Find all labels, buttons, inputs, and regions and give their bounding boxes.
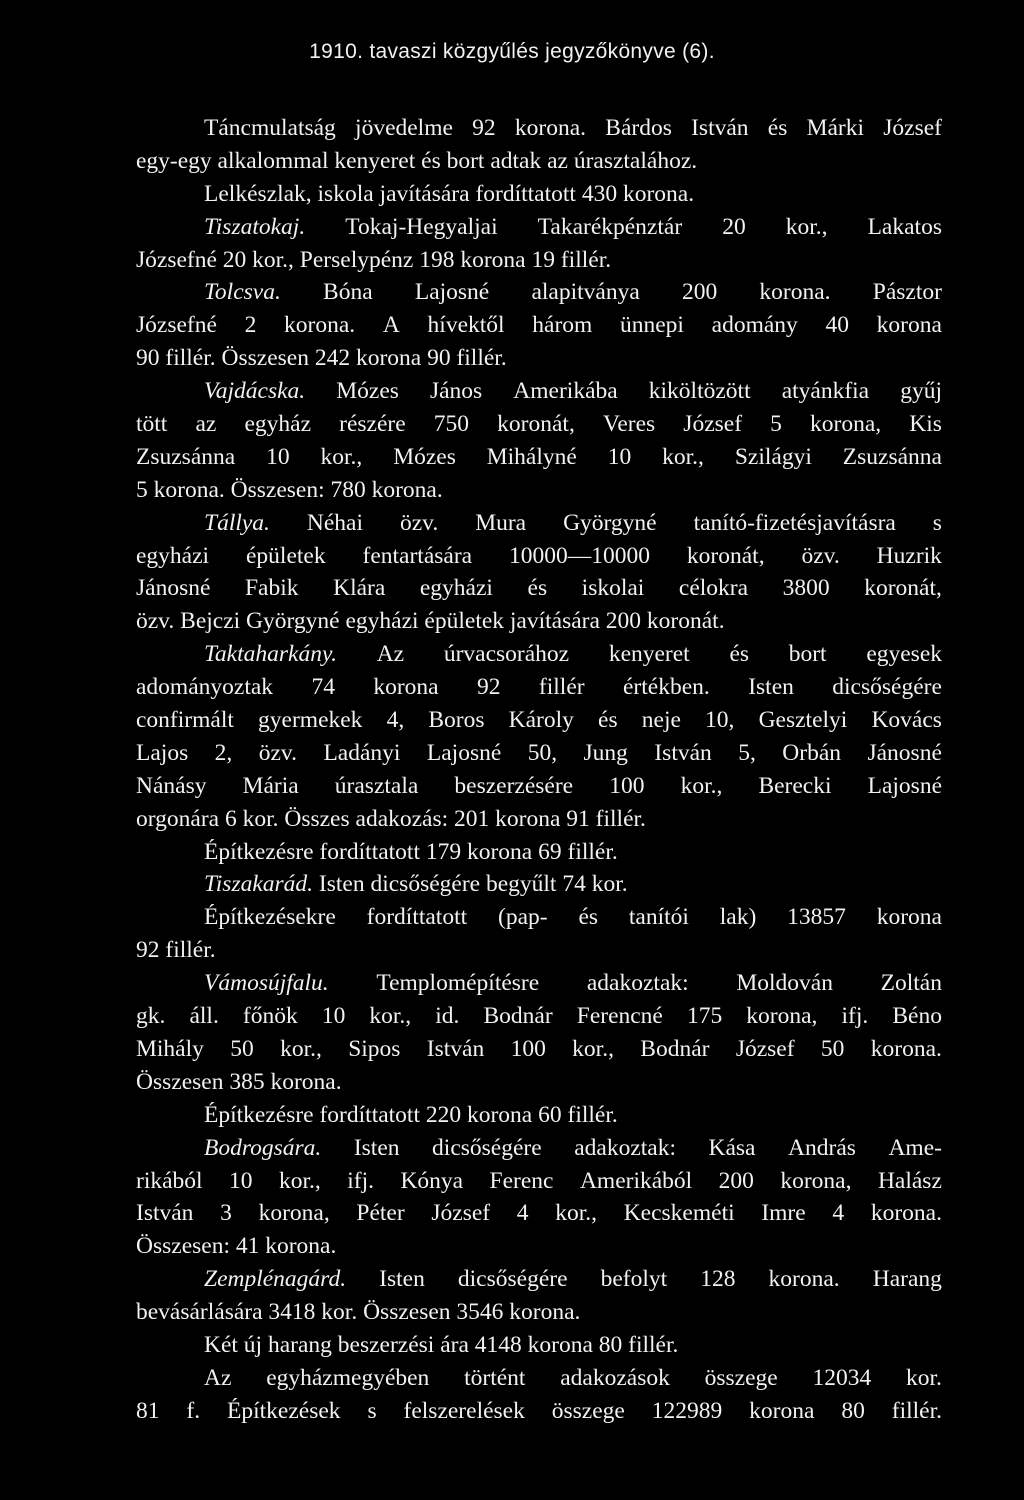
text-line: [136, 967, 942, 1000]
word: korona: [876, 904, 942, 931]
text-line: orgonára 6 kor. Összes adakozás: 201 korona 91 fillér.: [136, 805, 646, 832]
word: 80: [841, 1397, 865, 1424]
word: lak): [719, 904, 757, 931]
word: és: [767, 115, 788, 141]
word: iskolai: [581, 575, 645, 602]
word: korona,: [780, 1167, 852, 1194]
word: József: [683, 411, 743, 438]
word: áll.: [189, 1003, 219, 1030]
word: Tokaj-Hegyaljai: [345, 213, 498, 240]
word: Károly: [508, 707, 574, 734]
place-name: Tiszatokaj.: [204, 213, 306, 240]
word: 5: [770, 411, 782, 438]
word: Az: [376, 641, 405, 668]
word: egyházi: [136, 542, 210, 569]
word: Amerikából: [579, 1167, 693, 1194]
word: fillér.: [891, 1397, 942, 1424]
word: fillér: [538, 674, 585, 701]
word: 750: [433, 411, 470, 438]
word: 50,: [527, 739, 558, 766]
word: fordíttatott: [366, 904, 468, 931]
word: és: [578, 904, 599, 931]
word: Gesztelyi: [758, 707, 848, 734]
word: Mózes: [336, 378, 399, 405]
text-line: egy-egy alkalommal kenyeret és bort adtak az úrasztalához.: [136, 147, 698, 174]
word: 100: [510, 1035, 546, 1062]
text-line: [136, 375, 942, 408]
word: kor.,: [280, 1035, 322, 1062]
word: A: [382, 312, 400, 339]
word: Isten: [748, 674, 794, 701]
text-line: [136, 770, 942, 803]
word: 3800: [782, 575, 830, 602]
word: Néhai: [306, 509, 364, 536]
word: tött: [136, 411, 168, 438]
word: István: [691, 115, 749, 141]
word: Jánosné: [867, 739, 942, 766]
word: ifj.: [841, 1003, 869, 1030]
word: 100: [609, 772, 645, 799]
word: alapitványa: [531, 279, 640, 306]
text-line: [136, 671, 942, 704]
word: három: [532, 312, 593, 339]
text-line: [136, 276, 942, 309]
word: értékben.: [623, 674, 710, 701]
word: egyház: [244, 411, 312, 438]
word: egyházi: [419, 575, 493, 602]
word: kor.,: [572, 1035, 614, 1062]
place-name: Vámosújfalu.: [204, 970, 329, 997]
word: kor.,: [320, 443, 363, 470]
word: 4: [516, 1200, 529, 1227]
word: kor.,: [785, 213, 828, 240]
word: 50: [820, 1035, 845, 1062]
word: Lajosné: [867, 772, 942, 799]
word: Takarékpénztár: [537, 213, 683, 240]
word: tanítói: [628, 904, 689, 931]
word: koronát,: [864, 575, 942, 602]
word: Isten: [353, 1134, 400, 1161]
word: 81: [136, 1397, 160, 1424]
word: József: [735, 1035, 795, 1062]
word: Orbán: [782, 739, 842, 766]
word: 200: [681, 279, 718, 306]
place-name: Tállya.: [204, 509, 270, 536]
word: befolyt: [600, 1266, 668, 1293]
text-line: [136, 309, 942, 342]
word: Zoltán: [880, 970, 942, 997]
word: Kovács: [871, 707, 942, 734]
word: 50: [230, 1035, 254, 1062]
word: id.: [435, 1003, 460, 1030]
word: Építkezések: [227, 1397, 341, 1424]
text-line: [136, 1132, 942, 1165]
word: Amerikába: [513, 378, 618, 405]
word: ifj.: [347, 1167, 374, 1194]
word: épületek: [245, 542, 326, 569]
word: Boros: [428, 707, 485, 734]
word: célokra: [678, 575, 749, 602]
word: korona,: [810, 411, 882, 438]
word: Józsefné: [136, 312, 217, 339]
word: Mária: [242, 772, 299, 799]
word: Jánosné: [136, 575, 211, 602]
place-name: Tolcsva.: [204, 279, 281, 306]
word: Bárdos: [605, 115, 672, 141]
word: korona.: [284, 312, 356, 339]
word: korona: [749, 1397, 815, 1424]
word: Halász: [877, 1167, 942, 1194]
word: Ladányi: [323, 739, 401, 766]
word: dicsőségére: [432, 1134, 542, 1161]
text-line: [136, 1395, 942, 1428]
word: korona.: [870, 1200, 942, 1227]
word: beszerzésére: [454, 772, 574, 799]
word: és: [527, 575, 548, 602]
word: korona: [876, 312, 942, 339]
word: özv.: [801, 542, 840, 569]
word: Jung: [583, 739, 628, 766]
word: korona,: [258, 1200, 330, 1227]
word: 10000—10000: [509, 542, 650, 569]
word: adományoztak: [136, 674, 274, 701]
place-name: Taktaharkány.: [204, 641, 337, 668]
word: Mihályné: [486, 443, 577, 470]
text-line: [136, 112, 942, 145]
word: özv.: [399, 509, 439, 536]
word: Moldován: [736, 970, 833, 997]
word: egyesek: [866, 641, 942, 668]
word: jövedelme: [355, 115, 453, 141]
word: özv.: [258, 739, 297, 766]
text-line: Józsefné 20 kor., Perselypénz 198 korona 19 fillér.: [136, 246, 612, 273]
word: összege: [551, 1397, 625, 1424]
word: József: [431, 1200, 491, 1227]
word: Zsuzsánna: [842, 443, 942, 470]
word: Zsuzsánna: [136, 443, 236, 470]
word: 128: [700, 1266, 736, 1293]
word: és: [729, 641, 750, 668]
place-name: Vajdácska.: [204, 378, 306, 405]
word: tanító-fizetésjavításra: [693, 509, 896, 536]
word: István: [654, 739, 712, 766]
word: adakozások: [560, 1364, 670, 1391]
word: Sipos: [348, 1035, 401, 1062]
text-line: [136, 704, 942, 737]
word: András: [788, 1134, 856, 1161]
word: részére: [339, 411, 406, 438]
word: József: [883, 115, 942, 141]
place-name: Zemplénagárd.: [204, 1266, 347, 1293]
text-line: [136, 1000, 942, 1033]
word: dicsőségére: [457, 1266, 568, 1293]
word: kor.,: [278, 1167, 321, 1194]
word: Templomépítésre: [376, 970, 540, 997]
word: 20: [722, 213, 746, 240]
word: korona.: [768, 1266, 840, 1293]
word: koronát,: [497, 411, 575, 438]
text-line: [136, 1197, 942, 1230]
word: Bodnár: [640, 1035, 710, 1062]
text-line: Összesen 385 korona.: [136, 1068, 342, 1095]
text-line: [136, 211, 942, 244]
word: Lajosné: [426, 739, 502, 766]
word: egyházmegyében: [266, 1364, 430, 1391]
word: Az: [204, 1364, 232, 1391]
text-line: [136, 572, 942, 605]
word: Mihály: [136, 1035, 204, 1062]
word: Kecskeméti: [623, 1200, 735, 1227]
word: 12034: [812, 1364, 872, 1391]
word: gyűj: [900, 378, 942, 405]
text-line: [136, 1033, 942, 1066]
word: János: [429, 378, 483, 405]
word: Márki: [806, 115, 865, 141]
word: István: [136, 1200, 194, 1227]
word: és: [598, 707, 618, 734]
text-line: [136, 737, 942, 770]
word: Lajosné: [414, 279, 490, 306]
text-line: Tiszakarád. Isten dicsőségére begyűlt 74 kor.: [204, 871, 628, 898]
word: Mura: [475, 509, 527, 536]
word: Péter: [356, 1200, 405, 1227]
word: korona.: [759, 279, 831, 306]
word: Huzrik: [876, 542, 942, 569]
word: Kis: [909, 411, 942, 438]
word: s: [932, 509, 942, 536]
word: korona.: [870, 1035, 942, 1062]
document-body: [136, 112, 942, 1428]
text-line: [136, 1165, 942, 1198]
place-name: Bodrogsára.: [204, 1134, 322, 1161]
word: főnök: [242, 1003, 298, 1030]
word: 10: [229, 1167, 253, 1194]
text-line: [136, 1263, 942, 1296]
word: 200: [718, 1167, 754, 1194]
word: az: [195, 411, 217, 438]
word: Lakatos: [867, 213, 942, 240]
word: összege: [704, 1364, 778, 1391]
word: 74: [311, 674, 335, 701]
word: 4,: [386, 707, 405, 734]
word: Nánásy: [136, 772, 207, 799]
word: hívektől: [427, 312, 505, 339]
word: úrasztala: [334, 772, 419, 799]
text-line: [136, 540, 942, 573]
word: 10,: [705, 707, 735, 734]
word: kiköltözött: [648, 378, 751, 405]
word: 4: [832, 1200, 845, 1227]
word: Ame-: [888, 1134, 942, 1161]
word: adakoztak:: [574, 1134, 676, 1161]
word: gyermekek: [258, 707, 363, 734]
word: 92: [472, 115, 496, 141]
word: adomány: [711, 312, 798, 339]
word: fentartására: [362, 542, 473, 569]
word: 2,: [214, 739, 233, 766]
word: Isten: [379, 1266, 425, 1293]
word: Bodnár: [483, 1003, 553, 1030]
word: kor.,: [555, 1200, 598, 1227]
word: ünnepi: [620, 312, 684, 339]
word: 13857: [787, 904, 846, 931]
word: 10: [321, 1003, 346, 1030]
word: Szilágyi: [734, 443, 812, 470]
word: Lajos: [136, 739, 189, 766]
word: István: [426, 1035, 485, 1062]
place-name: Tiszakarád.: [204, 871, 314, 898]
text-line: [136, 408, 942, 441]
text-line: [136, 638, 942, 671]
word: rikából: [136, 1167, 203, 1194]
word: 122989: [651, 1397, 723, 1424]
word: Építkezésekre: [204, 904, 336, 931]
word: Mózes: [393, 443, 456, 470]
word: korona: [373, 674, 439, 701]
word: Berecki: [758, 772, 832, 799]
word: f.: [186, 1397, 201, 1424]
word: történt: [464, 1364, 526, 1391]
word: (pap-: [498, 904, 548, 931]
text-line: Összesen: 41 korona.: [136, 1233, 337, 1260]
word: Klára: [333, 575, 386, 602]
word: Imre: [761, 1200, 806, 1227]
text-line: [136, 507, 942, 540]
word: kor.,: [662, 443, 704, 470]
word: kenyeret: [608, 641, 690, 668]
word: Kása: [708, 1134, 756, 1161]
text-line: 90 fillér. Összesen 242 korona 90 fillér.: [136, 345, 507, 372]
text-line: [136, 441, 942, 474]
word: Harang: [872, 1266, 942, 1293]
word: 10: [607, 443, 632, 470]
word: 92: [477, 674, 501, 701]
word: Bóna: [323, 279, 373, 306]
word: kor.,: [680, 772, 723, 799]
word: confirmált: [136, 707, 234, 734]
word: 40: [825, 312, 849, 339]
word: kor.,: [369, 1003, 412, 1030]
text-line: Lelkészlak, iskola javítására fordíttatott 430 korona.: [204, 180, 695, 207]
word: bort: [788, 641, 827, 668]
text-line: Építkezésre fordíttatott 220 korona 60 fillér.: [204, 1101, 618, 1128]
word: Pásztor: [872, 279, 942, 306]
word: Veres: [602, 411, 656, 438]
word: korona.: [514, 115, 587, 141]
word: gk.: [136, 1003, 166, 1030]
word: 10: [266, 443, 290, 470]
text-line: Építkezésre fordíttatott 179 korona 69 fillér.: [204, 838, 618, 865]
word: Ferencné: [576, 1003, 663, 1030]
text-line: özv. Bejczi Györgyné egyházi épületek javítására 200 koronát.: [136, 608, 725, 635]
page-header: 1910. tavaszi közgyűlés jegyzőkönyve (6).: [309, 40, 715, 63]
word: s: [367, 1397, 377, 1424]
word: adakoztak:: [586, 970, 689, 997]
word: Kónya: [400, 1167, 464, 1194]
word: Györgyné: [563, 509, 657, 536]
word: úrvacsorához: [443, 641, 570, 668]
word: 175: [686, 1003, 723, 1030]
word: korona,: [746, 1003, 818, 1030]
word: koronát,: [686, 542, 765, 569]
word: felszerelések: [403, 1397, 525, 1424]
word: Táncmulatság: [204, 115, 336, 141]
text-line: [136, 901, 942, 934]
word: 5,: [738, 739, 756, 766]
word: Béno: [892, 1003, 942, 1030]
word: atyánkfia: [781, 378, 870, 405]
text-line: Két új harang beszerzési ára 4148 korona 80 fillér.: [204, 1331, 679, 1358]
word: Fabik: [244, 575, 299, 602]
text-line: bevásárlására 3418 kor. Összesen 3546 korona.: [136, 1299, 581, 1326]
text-line: [136, 1362, 942, 1395]
word: 3: [220, 1200, 232, 1227]
word: dicsőségére: [832, 674, 942, 701]
word: neje: [641, 707, 681, 734]
word: Ferenc: [489, 1167, 554, 1194]
word: 2: [244, 312, 257, 339]
word: kor.: [906, 1364, 942, 1391]
text-line: 92 fillér.: [136, 937, 216, 964]
text-line: 5 korona. Összesen: 780 korona.: [136, 476, 443, 503]
